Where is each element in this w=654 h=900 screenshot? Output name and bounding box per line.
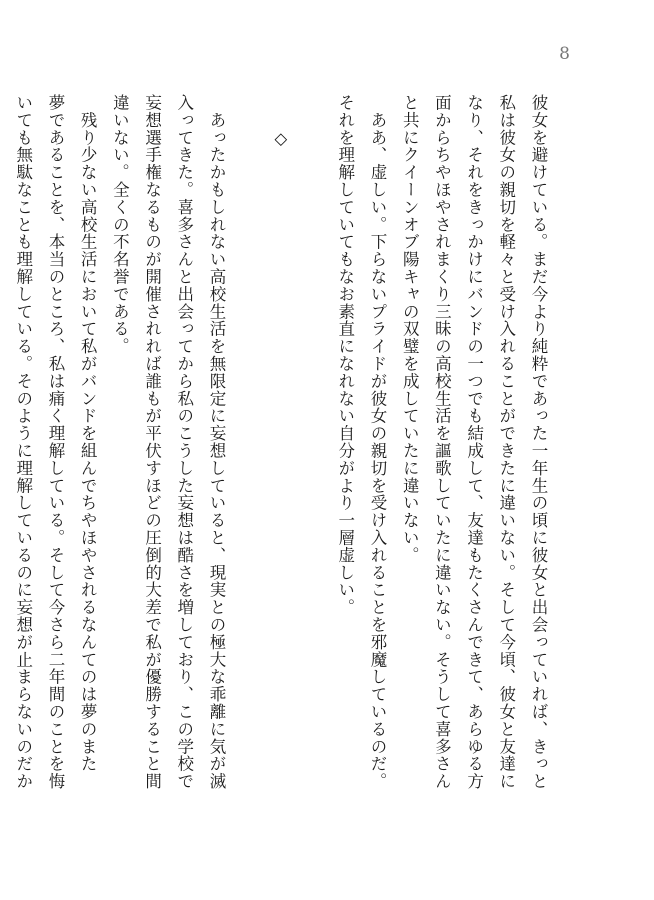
blank-line xyxy=(232,94,264,874)
page-number: 8 xyxy=(559,44,570,64)
text-line: と共にクイーンオブ陽キャの双璧を成していたに違いない。 xyxy=(400,94,420,564)
vertical-body-text xyxy=(13,94,554,874)
text-line: それを理解していてもなお素直になれない自分がより一層虚しい。 xyxy=(335,94,355,616)
text-line: 入ってきた。喜多さんと出会ってから私のこうした妄想は酷さを増しており、この学校で xyxy=(174,94,194,790)
text-line: いても無駄なことも理解している。そのように理解しているのに妄想が止まらないのだか xyxy=(13,94,33,790)
text-line: 違いない。全くの不名誉である。 xyxy=(110,94,130,355)
text-line: 残り少ない高校生活において私がバンドを組んでちやほやされるなんてのは夢のまた xyxy=(78,94,98,773)
text-line: ああ、虚しい。下らないプライドが彼女の親切を受け入れることを邪魔しているのだ。 xyxy=(367,94,387,790)
text-line: あったかもしれない高校生活を無限定に妄想していると、現実との極大な乖離に気が滅 xyxy=(206,94,226,790)
text-line: なり、それをきっかけにバンドの一つでも結成して、友達もたくさんできて、あらゆる方 xyxy=(464,94,484,790)
blank-line xyxy=(296,94,328,874)
text-line: 面からちやほやされまくり三昧の高校生活を謳歌していたに違いない。そうして喜多さん xyxy=(432,94,452,790)
text-line: 夢であることを、本当のところ、私は痛く理解している。そして今さら二年間のことを悔 xyxy=(45,94,65,790)
section-break-diamond: ◇ xyxy=(271,94,291,149)
text-line: 妄想選手権なるものが開催されれば誰もが平伏すほどの圧倒的大差で私が優勝すること間 xyxy=(142,94,162,790)
text-line: 私は彼女の親切を軽々と受け入れることができたに違いない。そして今頃、彼女と友達に xyxy=(496,94,516,790)
text-line: 彼女を避けている。まだ今より純粋であった一年生の頃に彼女と出会っていれば、きっと xyxy=(529,94,548,790)
